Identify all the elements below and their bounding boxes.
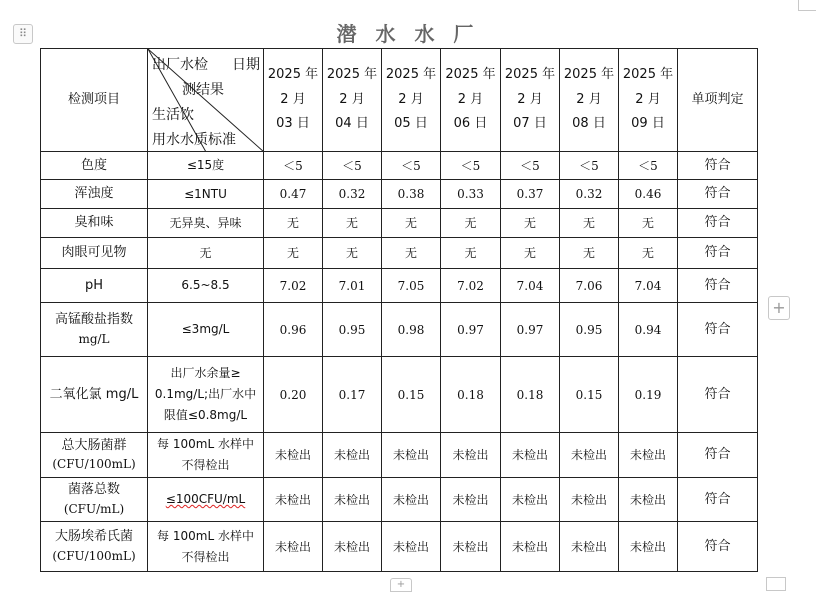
result-cell: 未检出 [501, 522, 560, 572]
table-row [41, 478, 758, 522]
standard-line: 6.5~8.5 [181, 278, 230, 292]
table-row [41, 209, 758, 238]
table-move-handle-icon[interactable]: ⠿ [13, 24, 33, 44]
date-header: 2025 年 2 月 06 日 [441, 49, 501, 152]
standard-cell [148, 238, 264, 269]
date-header: 2025 年 2 月 03 日 [264, 49, 323, 152]
judgement-cell: 符合 [678, 209, 758, 238]
standard-line: 不得检出 [181, 549, 230, 564]
date-header: 2025 年 2 月 05 日 [382, 49, 441, 152]
result-cell: 无 [619, 209, 678, 238]
water-quality-table [40, 48, 758, 572]
standard-cell [148, 478, 264, 522]
result-cell: 0.19 [619, 357, 678, 433]
table-row [41, 522, 758, 572]
result-cell: 7.02 [441, 269, 501, 303]
item-name-cell [41, 357, 148, 433]
diag-label-top-left: 出厂水检 [152, 57, 208, 73]
result-cell: 无 [619, 238, 678, 269]
date-header: 2025 年 2 月 07 日 [501, 49, 560, 152]
table-row [41, 433, 758, 478]
standard-line: 每 100mL 水样中 [157, 528, 254, 543]
item-name-cell [41, 478, 148, 522]
item-name-cell [41, 303, 148, 357]
result-cell: 未检出 [560, 433, 619, 478]
judgement-cell: 符合 [678, 269, 758, 303]
item-name-line: 二氧化氯 mg/L [49, 386, 139, 402]
standard-line: ≤15度 [186, 158, 225, 172]
item-name-cell [41, 180, 148, 209]
standard-line: ≤100CFU/mL [165, 492, 246, 506]
result-cell: 0.97 [501, 303, 560, 357]
judgement-cell: 符合 [678, 522, 758, 572]
add-column-plus-icon[interactable]: + [768, 296, 790, 320]
judgement-cell: 符合 [678, 152, 758, 180]
result-cell: 未检出 [501, 433, 560, 478]
table-row [41, 269, 758, 303]
result-cell: ＜5 [501, 152, 560, 180]
standard-line: 0.1mg/L;出厂水中 [154, 387, 257, 401]
result-cell: 7.04 [619, 269, 678, 303]
result-cell: 未检出 [619, 522, 678, 572]
result-cell: 未检出 [382, 478, 441, 522]
table-row [41, 303, 758, 357]
result-cell: 7.01 [323, 269, 382, 303]
result-cell: 0.95 [560, 303, 619, 357]
item-name-cell [41, 238, 148, 269]
standard-cell [148, 180, 264, 209]
result-cell: 未检出 [264, 478, 323, 522]
result-cell: 7.06 [560, 269, 619, 303]
result-cell: 无 [560, 209, 619, 238]
item-name-line: (CFU/mL) [63, 501, 125, 516]
item-name-cell [41, 152, 148, 180]
item-name-line: (CFU/100mL) [52, 548, 136, 563]
standard-cell [148, 522, 264, 572]
result-cell: 7.05 [382, 269, 441, 303]
result-cell: 无 [441, 209, 501, 238]
result-cell: 0.46 [619, 180, 678, 209]
result-cell: 0.37 [501, 180, 560, 209]
result-cell: 未检出 [560, 478, 619, 522]
diag-label-date: 日期 [232, 57, 260, 73]
item-name-cell [41, 522, 148, 572]
result-cell: 7.02 [264, 269, 323, 303]
result-cell: 无 [560, 238, 619, 269]
standard-line: 出厂水余量≥ [170, 366, 241, 380]
result-cell: 0.32 [323, 180, 382, 209]
standard-line: 无异臭、异味 [169, 215, 242, 230]
standard-cell [148, 303, 264, 357]
result-cell: ＜5 [264, 152, 323, 180]
standard-line: 每 100mL 水样中 [157, 437, 254, 451]
result-cell: 无 [264, 238, 323, 269]
item-name-line: 肉眼可见物 [61, 245, 127, 261]
result-cell: ＜5 [382, 152, 441, 180]
result-cell: 0.97 [441, 303, 501, 357]
table-resize-handle[interactable] [766, 577, 786, 591]
result-cell: ＜5 [441, 152, 501, 180]
judgement-cell: 符合 [678, 238, 758, 269]
document-title: 潜 水 水 厂 [336, 22, 480, 46]
result-cell: 0.20 [264, 357, 323, 433]
diag-label-bottom-1: 生活饮 [152, 107, 194, 123]
item-name-line: 臭和味 [74, 215, 114, 231]
result-cell: 未检出 [441, 478, 501, 522]
date-header: 2025 年 2 月 08 日 [560, 49, 619, 152]
result-cell: 0.38 [382, 180, 441, 209]
standard-cell [148, 209, 264, 238]
item-name-line: 总大肠菌群 [61, 437, 127, 453]
standard-line: 无 [199, 245, 212, 260]
result-cell: 未检出 [382, 433, 441, 478]
item-name-line: 色度 [80, 157, 107, 173]
standard-line: 不得检出 [181, 458, 230, 472]
result-cell: 未检出 [264, 522, 323, 572]
judgement-cell: 符合 [678, 180, 758, 209]
standard-line: 限值≤0.8mg/L [163, 408, 248, 422]
result-cell: 无 [323, 209, 382, 238]
item-name-line: 高锰酸盐指数 [54, 312, 133, 327]
result-cell: 0.17 [323, 357, 382, 433]
result-cell: 无 [264, 209, 323, 238]
result-cell: 0.95 [323, 303, 382, 357]
item-name-line: mg/L [78, 331, 110, 346]
date-header: 2025 年 2 月 04 日 [323, 49, 382, 152]
result-cell: 无 [501, 238, 560, 269]
diagonal-header-cell [148, 49, 264, 152]
result-cell: 0.47 [264, 180, 323, 209]
result-cell: 未检出 [264, 433, 323, 478]
result-cell: ＜5 [323, 152, 382, 180]
result-cell: 未检出 [560, 522, 619, 572]
result-cell: 0.15 [382, 357, 441, 433]
table-row [41, 180, 758, 209]
judgement-cell: 符合 [678, 433, 758, 478]
item-name-cell [41, 209, 148, 238]
item-header: 检测项目 [41, 49, 148, 152]
result-cell: 未检出 [441, 433, 501, 478]
standard-cell [148, 357, 264, 433]
result-cell: ＜5 [560, 152, 619, 180]
result-cell: 未检出 [619, 433, 678, 478]
result-cell: 0.18 [501, 357, 560, 433]
judgement-header: 单项判定 [678, 49, 758, 152]
diag-label-mid: 测结果 [182, 82, 224, 98]
item-name-cell [41, 269, 148, 303]
result-cell: 0.33 [441, 180, 501, 209]
standard-cell [148, 269, 264, 303]
result-cell: 未检出 [441, 522, 501, 572]
table-row [41, 152, 758, 180]
standard-line: ≤1NTU [184, 186, 227, 201]
judgement-cell: 符合 [678, 357, 758, 433]
result-cell: 无 [382, 238, 441, 269]
item-name-line: 浑浊度 [74, 186, 114, 202]
result-cell: 0.94 [619, 303, 678, 357]
item-name-line: (CFU/100mL) [52, 457, 136, 471]
result-cell: 0.96 [264, 303, 323, 357]
result-cell: 0.15 [560, 357, 619, 433]
header-row [41, 49, 758, 152]
item-name-line: pH [84, 277, 104, 293]
add-row-plus-icon[interactable]: + [390, 578, 412, 592]
result-cell: 未检出 [323, 522, 382, 572]
table-row [41, 238, 758, 269]
result-cell: 无 [441, 238, 501, 269]
table-row [41, 357, 758, 433]
result-cell: 无 [382, 209, 441, 238]
item-name-line: 大肠埃希氏菌 [54, 529, 133, 544]
result-cell: 0.18 [441, 357, 501, 433]
judgement-cell: 符合 [678, 303, 758, 357]
result-cell: 0.98 [382, 303, 441, 357]
result-cell: 未检出 [382, 522, 441, 572]
result-cell: ＜5 [619, 152, 678, 180]
result-cell: 7.04 [501, 269, 560, 303]
date-header: 2025 年 2 月 09 日 [619, 49, 678, 152]
item-name-line: 菌落总数 [67, 482, 120, 497]
standard-line: ≤3mg/L [181, 322, 230, 336]
result-cell: 未检出 [323, 433, 382, 478]
result-cell: 0.32 [560, 180, 619, 209]
result-cell: 未检出 [619, 478, 678, 522]
page-corner-mark [798, 0, 816, 11]
result-cell: 未检出 [501, 478, 560, 522]
standard-cell [148, 433, 264, 478]
item-name-cell [41, 433, 148, 478]
result-cell: 无 [323, 238, 382, 269]
result-cell: 未检出 [323, 478, 382, 522]
judgement-cell: 符合 [678, 478, 758, 522]
standard-cell [148, 152, 264, 180]
result-cell: 无 [501, 209, 560, 238]
diag-label-bottom-2: 用水水质标准 [152, 132, 236, 148]
